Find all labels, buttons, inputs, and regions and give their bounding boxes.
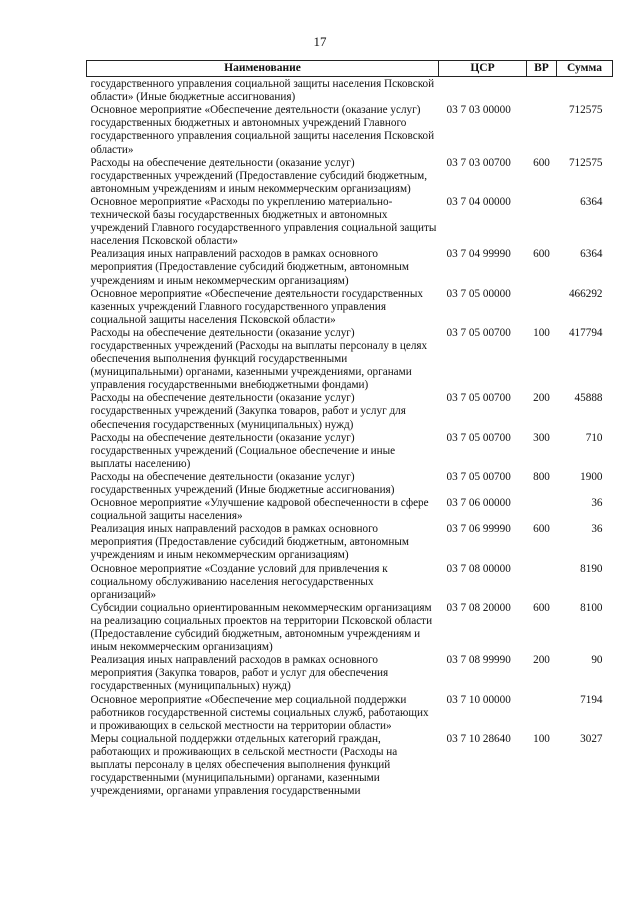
cell-csr: 03 7 08 00000 (446, 562, 511, 575)
cell-sum: 1900 (580, 470, 603, 483)
cell-name: Основное мероприятие «Обеспечение деятельности государственных казенных учреждений Главного государственного управления социальной защиты населения Псковской области» (90, 287, 424, 326)
cell-sum: 712575 (568, 156, 603, 169)
cell-csr: 03 7 05 00700 (446, 431, 511, 444)
table-row (87, 497, 613, 523)
cell-vr: 600 (533, 601, 550, 614)
table-row (87, 523, 613, 562)
cell-vr: 200 (533, 654, 550, 667)
cell-vr: 200 (533, 392, 550, 405)
cell-name: Расходы на обеспечение деятельности (оказание услуг) государственных учреждений (Предоставление субсидий бюджетным, автономным учреждениям и иным некоммерческим организациям) (90, 156, 428, 195)
cell-name: Основное мероприятие «Создание условий для привлечения к социальному обслуживанию населения негосударственных организаций» (90, 562, 388, 601)
table-row (87, 654, 613, 693)
cell-vr (527, 104, 557, 156)
cell-vr: 100 (533, 326, 550, 339)
table-row (87, 602, 613, 654)
table-row (87, 432, 613, 471)
cell-vr (527, 497, 557, 523)
table-row (87, 563, 613, 602)
cell-csr: 03 7 10 00000 (446, 693, 511, 706)
cell-sum: 36 (591, 523, 603, 536)
cell-csr: 03 7 08 20000 (446, 601, 511, 614)
cell-name: государственного управления социальной защиты населения Псковской области» (Иные бюджетные ассигнования) (90, 78, 435, 104)
table-row (87, 327, 613, 392)
cell-csr: 03 7 08 99990 (446, 654, 511, 667)
header-name: Наименование (87, 61, 439, 77)
cell-csr: 03 7 05 00000 (446, 287, 511, 300)
cell-sum: 8190 (580, 562, 603, 575)
header-sum: Сумма (557, 61, 613, 77)
cell-name: Расходы на обеспечение деятельности (оказание услуг) государственных учреждений (Расходы на выплаты персоналу в целях обеспечения выполнения функций государственными (муниципальными) органами, казенными учреждениями, органами управления государственными внебюджетными фондами) (90, 326, 428, 392)
table-row (87, 288, 613, 327)
cell-csr: 03 7 03 00000 (446, 104, 511, 117)
cell-sum: 466292 (568, 287, 603, 300)
table-row (87, 248, 613, 287)
cell-sum: 8100 (580, 601, 603, 614)
cell-vr (527, 694, 557, 733)
cell-sum: 6364 (580, 248, 603, 261)
header-row (87, 61, 613, 77)
budget-table (86, 60, 613, 798)
cell-vr: 600 (533, 523, 550, 536)
table-row (87, 157, 613, 196)
cell-name: Расходы на обеспечение деятельности (оказание услуг) государственных учреждений (Социальное обеспечение и иные выплаты населению) (90, 431, 396, 470)
cell-name: Реализация иных направлений расходов в рамках основного мероприятия (Предоставление субсидий бюджетным, автономным учреждениям и иным некоммерческим организациям) (90, 523, 409, 562)
cell-name: Основное мероприятие «Обеспечение мер социальной поддержки работников государственной системы социальных служб, работающих и проживающих в сельской местности на территории области» (90, 693, 429, 732)
cell-sum: 45888 (574, 392, 603, 405)
table-row (87, 104, 613, 156)
cell-vr: 100 (533, 732, 550, 745)
cell-sum: 712575 (568, 104, 603, 117)
cell-sum: 6364 (580, 195, 603, 208)
cell-sum: 417794 (568, 326, 603, 339)
cell-sum: 710 (585, 431, 603, 444)
cell-vr: 800 (533, 470, 550, 483)
cell-name: Основное мероприятие «Обеспечение деятельности (оказание услуг) государственных бюджетных и автономных учреждений Главного государственного управления социальной защиты населения Псковской области» (90, 104, 435, 156)
cell-sum: 7194 (580, 693, 603, 706)
table-row (87, 471, 613, 497)
table-header (87, 61, 613, 77)
cell-csr: 03 7 06 99990 (446, 523, 511, 536)
cell-csr: 03 7 06 00000 (446, 497, 511, 510)
cell-vr (527, 288, 557, 327)
header-vr: ВР (527, 61, 557, 77)
cell-name: Расходы на обеспечение деятельности (оказание услуг) государственных учреждений (Закупка товаров, работ и услуг для обеспечения государственных (муниципальных) нужд) (90, 392, 406, 431)
table-row (87, 694, 613, 733)
cell-vr (527, 77, 557, 105)
cell-csr: 03 7 05 00700 (446, 470, 511, 483)
cell-vr: 600 (533, 156, 550, 169)
page-number: 17 (313, 34, 327, 49)
cell-sum: 36 (591, 497, 603, 510)
cell-csr: 03 7 10 28640 (446, 732, 511, 745)
table-row (87, 196, 613, 248)
header-csr: ЦСР (439, 61, 527, 77)
cell-name: Основное мероприятие «Улучшение кадровой обеспеченности в сфере социальной защиты населения» (90, 497, 429, 523)
table-row (87, 392, 613, 431)
cell-vr: 600 (533, 248, 550, 261)
cell-name: Меры социальной поддержки отдельных категорий граждан, работающих и проживающих в сельской местности (Расходы на выплаты персоналу в целях обеспечения выполнения функций государственными (муниципальными) органами, казенными учреждениями, органами управления государственными (90, 732, 398, 798)
cell-vr: 300 (533, 431, 550, 444)
cell-sum: 90 (591, 654, 603, 667)
table-row (87, 77, 613, 105)
cell-vr (527, 563, 557, 602)
cell-sum: 3027 (580, 732, 603, 745)
cell-name: Расходы на обеспечение деятельности (оказание услуг) государственных учреждений (Иные бюджетные ассигнования) (90, 470, 395, 496)
cell-csr: 03 7 03 00700 (446, 156, 511, 169)
cell-vr (527, 196, 557, 248)
cell-name: Реализация иных направлений расходов в рамках основного мероприятия (Закупка товаров, работ и услуг для обеспечения государственных (муниципальных) нужд) (90, 654, 389, 693)
cell-name: Субсидии социально ориентированным некоммерческим организациям на реализацию социальных проектов на территории Псковской области (Предоставление субсидий бюджетным, автономным учреждениям и иным некоммерческим организациям) (90, 601, 433, 654)
cell-csr: 03 7 04 00000 (446, 195, 511, 208)
table-body (87, 77, 613, 799)
cell-csr (439, 77, 527, 105)
cell-sum (557, 77, 613, 105)
cell-name: Реализация иных направлений расходов в рамках основного мероприятия (Предоставление субсидий бюджетным, автономным учреждениям и иным некоммерческим организациям) (90, 248, 409, 287)
cell-name: Основное мероприятие «Расходы по укреплению материально-технической базы государственных бюджетных и автономных учреждений Главного государственного управления социальной защиты населения Псковской области» (90, 195, 437, 248)
cell-csr: 03 7 05 00700 (446, 392, 511, 405)
table-row (87, 733, 613, 798)
cell-csr: 03 7 05 00700 (446, 326, 511, 339)
cell-csr: 03 7 04 99990 (446, 248, 511, 261)
